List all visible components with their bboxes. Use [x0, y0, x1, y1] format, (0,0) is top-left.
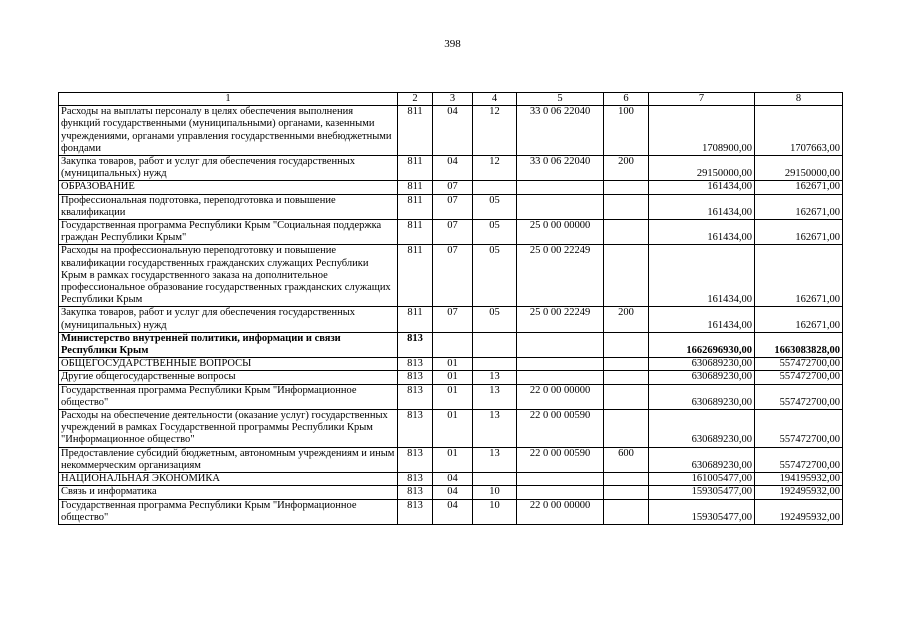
- row-amount-1-cell: 161434,00: [649, 194, 755, 219]
- header-cell-3: 3: [433, 93, 473, 106]
- row-amount-1-cell: 1708900,00: [649, 106, 755, 156]
- row-amount-1-cell: 159305477,00: [649, 486, 755, 499]
- table-row: [59, 473, 843, 486]
- row-expense-type-cell: 200: [604, 307, 649, 332]
- row-section-cell: 07: [433, 245, 473, 307]
- row-name-cell: Закупка товаров, работ и услуг для обеспечения государственных (муниципальных) нужд: [59, 156, 398, 181]
- row-section-cell: [433, 332, 473, 357]
- row-section-cell: 07: [433, 181, 473, 194]
- row-code-cell: 811: [398, 194, 433, 219]
- table-row: [59, 358, 843, 371]
- table-row: [59, 245, 843, 307]
- row-expense-type-cell: [604, 220, 649, 245]
- row-name-cell: Связь и информатика: [59, 486, 398, 499]
- row-amount-2-cell: 557472700,00: [755, 410, 843, 448]
- row-expense-type-cell: [604, 194, 649, 219]
- table-row: [59, 447, 843, 472]
- row-section-cell: 04: [433, 156, 473, 181]
- row-amount-1-cell: 161434,00: [649, 220, 755, 245]
- row-target-article-cell: 22 0 00 00000: [517, 384, 604, 409]
- row-target-article-cell: [517, 371, 604, 384]
- row-amount-2-cell: 162671,00: [755, 220, 843, 245]
- row-target-article-cell: 22 0 00 00590: [517, 447, 604, 472]
- header-cell-8: 8: [755, 93, 843, 106]
- row-code-cell: 811: [398, 307, 433, 332]
- row-subsection-cell: [473, 181, 517, 194]
- row-amount-1-cell: 630689230,00: [649, 384, 755, 409]
- row-expense-type-cell: [604, 358, 649, 371]
- row-target-article-cell: 25 0 00 22249: [517, 245, 604, 307]
- row-subsection-cell: 13: [473, 371, 517, 384]
- row-target-article-cell: 25 0 00 00000: [517, 220, 604, 245]
- header-cell-7: 7: [649, 93, 755, 106]
- table-row: [59, 307, 843, 332]
- row-code-cell: 811: [398, 181, 433, 194]
- table-row: [59, 371, 843, 384]
- row-subsection-cell: 12: [473, 106, 517, 156]
- row-expense-type-cell: [604, 499, 649, 524]
- row-section-cell: 07: [433, 194, 473, 219]
- row-target-article-cell: [517, 181, 604, 194]
- row-target-article-cell: [517, 194, 604, 219]
- row-name-cell: ОБЩЕГОСУДАРСТВЕННЫЕ ВОПРОСЫ: [59, 358, 398, 371]
- row-target-article-cell: [517, 332, 604, 357]
- row-section-cell: 04: [433, 499, 473, 524]
- row-code-cell: 813: [398, 358, 433, 371]
- row-target-article-cell: 25 0 00 22249: [517, 307, 604, 332]
- row-section-cell: 04: [433, 473, 473, 486]
- row-code-cell: 813: [398, 410, 433, 448]
- header-cell-2: 2: [398, 93, 433, 106]
- row-amount-1-cell: 630689230,00: [649, 371, 755, 384]
- row-name-cell: Государственная программа Республики Крым "Социальная поддержка граждан Республики Крым": [59, 220, 398, 245]
- row-name-cell: НАЦИОНАЛЬНАЯ ЭКОНОМИКА: [59, 473, 398, 486]
- row-amount-2-cell: 162671,00: [755, 181, 843, 194]
- row-section-cell: 01: [433, 358, 473, 371]
- row-section-cell: 01: [433, 447, 473, 472]
- row-expense-type-cell: [604, 245, 649, 307]
- row-expense-type-cell: 600: [604, 447, 649, 472]
- table-body: [59, 93, 843, 525]
- row-target-article-cell: [517, 486, 604, 499]
- row-amount-2-cell: 194195932,00: [755, 473, 843, 486]
- row-amount-2-cell: 557472700,00: [755, 371, 843, 384]
- row-name-cell: Государственная программа Республики Крым "Информационное общество": [59, 499, 398, 524]
- row-amount-1-cell: 630689230,00: [649, 447, 755, 472]
- row-subsection-cell: 10: [473, 499, 517, 524]
- table-row: [59, 181, 843, 194]
- header-cell-5: 5: [517, 93, 604, 106]
- row-amount-2-cell: 162671,00: [755, 245, 843, 307]
- table-row: [59, 332, 843, 357]
- budget-table: [58, 92, 843, 525]
- table-row: [59, 384, 843, 409]
- table-row: [59, 410, 843, 448]
- header-cell-1: 1: [59, 93, 398, 106]
- row-amount-2-cell: 557472700,00: [755, 384, 843, 409]
- row-subsection-cell: 13: [473, 384, 517, 409]
- row-amount-2-cell: 1663083828,00: [755, 332, 843, 357]
- row-amount-1-cell: 161005477,00: [649, 473, 755, 486]
- row-section-cell: 01: [433, 410, 473, 448]
- table-row: [59, 156, 843, 181]
- row-target-article-cell: [517, 358, 604, 371]
- table-row: [59, 499, 843, 524]
- row-section-cell: 01: [433, 384, 473, 409]
- row-amount-1-cell: 630689230,00: [649, 358, 755, 371]
- row-code-cell: 813: [398, 473, 433, 486]
- row-name-cell: Государственная программа Республики Крым "Информационное общество": [59, 384, 398, 409]
- row-amount-2-cell: 192495932,00: [755, 499, 843, 524]
- row-amount-2-cell: 162671,00: [755, 307, 843, 332]
- row-amount-2-cell: 162671,00: [755, 194, 843, 219]
- row-expense-type-cell: 100: [604, 106, 649, 156]
- row-code-cell: 813: [398, 371, 433, 384]
- row-subsection-cell: 13: [473, 410, 517, 448]
- row-amount-2-cell: 192495932,00: [755, 486, 843, 499]
- row-code-cell: 813: [398, 384, 433, 409]
- row-amount-1-cell: 1662696930,00: [649, 332, 755, 357]
- page-number: 398: [444, 38, 461, 50]
- row-expense-type-cell: [604, 384, 649, 409]
- table-row: [59, 220, 843, 245]
- row-section-cell: 04: [433, 486, 473, 499]
- row-expense-type-cell: [604, 486, 649, 499]
- row-amount-1-cell: 630689230,00: [649, 410, 755, 448]
- row-code-cell: 813: [398, 447, 433, 472]
- row-name-cell: Другие общегосударственные вопросы: [59, 371, 398, 384]
- row-amount-2-cell: 557472700,00: [755, 358, 843, 371]
- row-expense-type-cell: [604, 181, 649, 194]
- row-section-cell: 01: [433, 371, 473, 384]
- row-expense-type-cell: 200: [604, 156, 649, 181]
- table-row: [59, 486, 843, 499]
- row-amount-2-cell: 557472700,00: [755, 447, 843, 472]
- row-code-cell: 811: [398, 106, 433, 156]
- row-subsection-cell: 05: [473, 220, 517, 245]
- table-header-row: [59, 93, 843, 106]
- row-name-cell: ОБРАЗОВАНИЕ: [59, 181, 398, 194]
- row-name-cell: Предоставление субсидий бюджетным, автономным учреждениям и иным некоммерческим организациям: [59, 447, 398, 472]
- row-amount-1-cell: 159305477,00: [649, 499, 755, 524]
- row-subsection-cell: [473, 358, 517, 371]
- row-name-cell: Министерство внутренней политики, информации и связи Республики Крым: [59, 332, 398, 357]
- row-target-article-cell: [517, 473, 604, 486]
- row-expense-type-cell: [604, 410, 649, 448]
- row-code-cell: 813: [398, 332, 433, 357]
- row-section-cell: 07: [433, 220, 473, 245]
- row-subsection-cell: [473, 473, 517, 486]
- row-target-article-cell: 33 0 06 22040: [517, 106, 604, 156]
- row-expense-type-cell: [604, 371, 649, 384]
- row-subsection-cell: 13: [473, 447, 517, 472]
- row-target-article-cell: 22 0 00 00000: [517, 499, 604, 524]
- row-name-cell: Закупка товаров, работ и услуг для обеспечения государственных (муниципальных) нужд: [59, 307, 398, 332]
- row-section-cell: 07: [433, 307, 473, 332]
- row-amount-2-cell: 1707663,00: [755, 106, 843, 156]
- row-name-cell: Профессиональная подготовка, переподготовка и повышение квалификации: [59, 194, 398, 219]
- row-subsection-cell: 05: [473, 245, 517, 307]
- header-cell-4: 4: [473, 93, 517, 106]
- row-subsection-cell: 05: [473, 194, 517, 219]
- row-expense-type-cell: [604, 332, 649, 357]
- row-target-article-cell: 33 0 06 22040: [517, 156, 604, 181]
- row-code-cell: 813: [398, 499, 433, 524]
- row-subsection-cell: 10: [473, 486, 517, 499]
- row-subsection-cell: [473, 332, 517, 357]
- row-code-cell: 813: [398, 486, 433, 499]
- row-name-cell: Расходы на профессиональную переподготовку и повышение квалификации государственных гражданских служащих Республики Крым в рамках государственного заказа на дополнительное профессиональное образование государственных гражданских служащих Республики Крым: [59, 245, 398, 307]
- row-target-article-cell: 22 0 00 00590: [517, 410, 604, 448]
- row-amount-2-cell: 29150000,00: [755, 156, 843, 181]
- row-subsection-cell: 12: [473, 156, 517, 181]
- row-code-cell: 811: [398, 220, 433, 245]
- row-name-cell: Расходы на обеспечение деятельности (оказание услуг) государственных учреждений в рамках Государственной программы Республики Крым "Информационное общество": [59, 410, 398, 448]
- row-name-cell: Расходы на выплаты персоналу в целях обеспечения выполнения функций государственными (муниципальными) органами, казенными учреждениями, органами управления государственными внебюджетными фондами: [59, 106, 398, 156]
- row-subsection-cell: 05: [473, 307, 517, 332]
- table-row: [59, 106, 843, 156]
- table-row: [59, 194, 843, 219]
- row-section-cell: 04: [433, 106, 473, 156]
- row-amount-1-cell: 161434,00: [649, 307, 755, 332]
- row-amount-1-cell: 29150000,00: [649, 156, 755, 181]
- row-code-cell: 811: [398, 245, 433, 307]
- header-cell-6: 6: [604, 93, 649, 106]
- row-amount-1-cell: 161434,00: [649, 181, 755, 194]
- row-amount-1-cell: 161434,00: [649, 245, 755, 307]
- row-expense-type-cell: [604, 473, 649, 486]
- row-code-cell: 811: [398, 156, 433, 181]
